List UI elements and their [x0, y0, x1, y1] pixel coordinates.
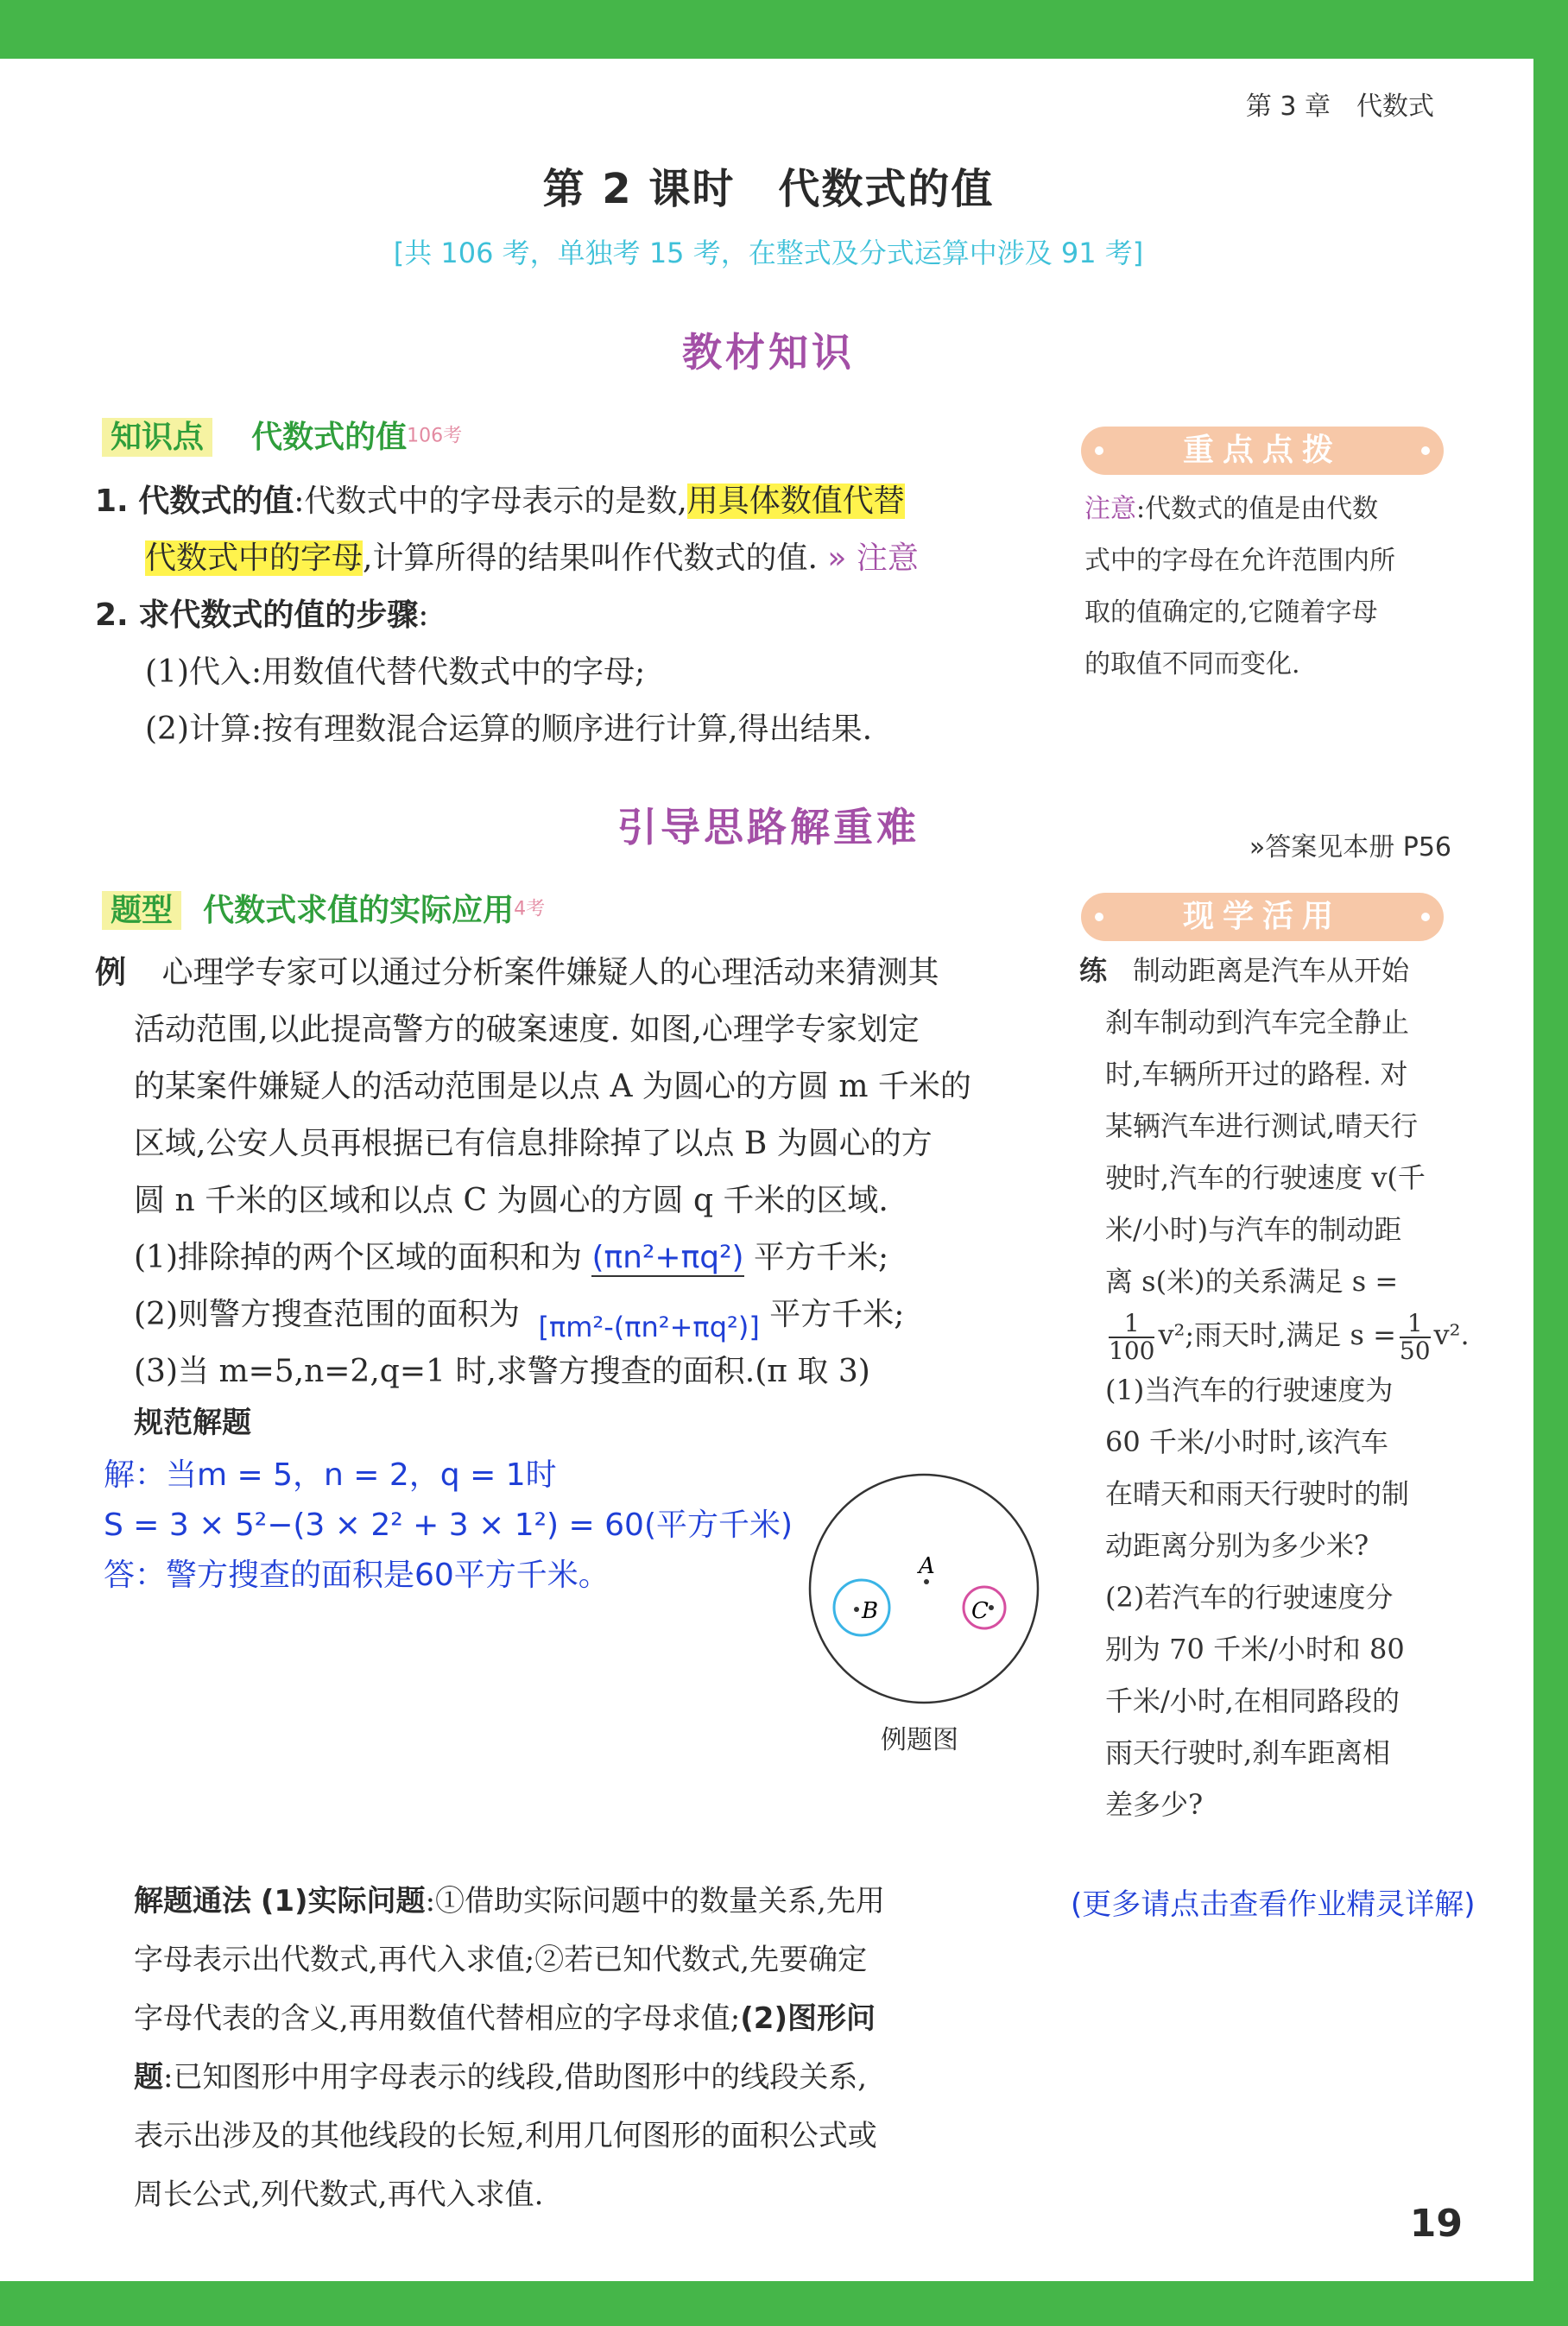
note-link[interactable]: » 注意 — [827, 540, 919, 576]
solution-heading: 规范解题 — [134, 1406, 251, 1440]
page-number: 19 — [1409, 2202, 1463, 2246]
solution-line-2: S = 3 × 5²−(3 × 2² + 3 × 1²) = 60(平方千米) — [104, 1507, 793, 1543]
point-a-dot — [924, 1579, 929, 1584]
fraction-1: $\frac{1}{100}$ — [1109, 1308, 1155, 1365]
knowledge-heading — [102, 413, 462, 457]
section-guide: 引导思路解重难 — [617, 804, 920, 850]
fraction-2: $\frac{1}{50}$ — [1399, 1308, 1431, 1365]
question-2: (2)则警方搜查范围的面积为 [πm²-(πn²+πq²)] 平方千米; — [134, 1297, 905, 1343]
section-textbook: 教材知识 — [682, 329, 855, 376]
question-type-tag: 题型 — [102, 891, 181, 930]
solution-line-1: 解：当m = 5，n = 2，q = 1时 — [104, 1457, 557, 1493]
figure-caption: 例题图 — [881, 1725, 958, 1755]
highlight-text: 用具体数值代替 — [686, 484, 905, 519]
example-line-5: 圆 n 千米的区域和以点 C 为圆心的方圆 q 千米的区域. — [134, 1183, 888, 1218]
example-line-2: 活动范围,以此提高警方的破案速度. 如图,心理学专家划定 — [134, 1012, 920, 1047]
knowledge-item-2: 2. 求代数式的值的步骤: — [95, 597, 429, 633]
circle-a-region — [810, 1475, 1038, 1703]
knowledge-item-1-cont: 代数式中的字母,计算所得的结果叫作代数式的值. » 注意 — [145, 540, 919, 576]
step-2: (2)计算:按有理数混合运算的顺序进行计算,得出结果. — [145, 711, 873, 747]
point-c-label: C — [971, 1598, 989, 1624]
point-b-label: B — [862, 1598, 879, 1624]
key-point-note: 注意:代数式的值是由代数 式中的字母在允许范围内所 取的值确定的,它随着字母 的取值不同而变化. — [1084, 494, 1395, 679]
practice-block: 练 制动距离是汽车从开始 刹车制动到汽车完全静止 时,车辆所开过的路程. 对 某辆汽车进行测试,晴天行 驶时,汽车的行驶速度 v(千 米/小时)与汽车的制动距 离 s(米)的关系满足 s = $\frac{1}{100}$ v²;雨天时,满足 s = $\frac{1}{50}$ v². (1)当汽车的行驶速度为 60 千米/小时时,该汽车 在晴天和雨天行驶时的制 动距离分别为多少米? (2)若汽车的行驶速度分 别为 70 千米/小时和 80 千米/小时,在相同路段的 雨天行驶时,刹车距离相 差多少? — [1079, 945, 1476, 1830]
page-margin — [1521, 59, 1533, 2281]
point-b-dot — [854, 1607, 859, 1612]
practice-label: 练 — [1079, 954, 1108, 987]
question-1: (1)排除掉的两个区域的面积和为 (πn²+πq²) 平方千米; — [134, 1240, 889, 1275]
method-block: 解题通法 (1)实际问题:①借助实际问题中的数量关系,先用 字母表示出代数式,再代入求值;②若已知代数式,先要确定 字母代表的含义,再用数值代替相应的字母求值;(2)图形问 题:已知图形中用字母表示的线段,借助图形中的线段关系, 表示出涉及的其他线段的长短,利用几何图形的面积公式或 周长公式,列代数式,再代入求值. — [134, 1884, 885, 2212]
more-details-link[interactable]: (更多请点击查看作业精灵详解) — [1071, 1887, 1476, 1922]
method-label: 解题通法 — [134, 1884, 251, 1918]
knowledge-tag: 知识点 — [102, 418, 212, 457]
point-a-label: A — [919, 1553, 935, 1579]
answer-1: (πn²+πq²) — [591, 1240, 744, 1275]
question-type-heading: 题型 代数式求值的实际应用4考 — [102, 886, 545, 930]
top-border — [0, 0, 1568, 59]
knowledge-count: 106考 — [407, 425, 463, 447]
knowledge-title: 代数式的值 — [251, 420, 408, 455]
practice-formula: $\frac{1}{100}$ v²;雨天时,满足 s = $\frac{1}{50}$ v². — [1109, 1308, 1470, 1365]
example-line-4: 区域,公安人员再根据已有信息排除掉了以点 B 为圆心的方 — [134, 1126, 933, 1161]
knowledge-item-1: 1. 代数式的值:代数式中的字母表示的是数,用具体数值代替 — [95, 484, 905, 519]
question-3: (3)当 m=5,n=2,q=1 时,求警方搜查的面积.(π 取 3) — [134, 1354, 870, 1389]
practice-pill: 现学活用 — [1081, 893, 1444, 941]
answer-reference[interactable]: »答案见本册 P56 — [1249, 832, 1451, 863]
step-1: (1)代入:用数值代替代数式中的字母; — [145, 654, 646, 690]
question-type-title: 代数式求值的实际应用 — [203, 893, 515, 928]
solution-line-3: 答：警方搜查的面积是60平方千米。 — [104, 1558, 610, 1593]
bottom-border — [0, 2281, 1568, 2326]
lesson-stats: [共 106 考，单独考 15 考，在整式及分式运算中涉及 91 考] — [393, 237, 1144, 269]
answer-2: [πm²-(πn²+πq²)] — [538, 1311, 760, 1343]
chapter-header: 第 3 章 代数式 — [1245, 92, 1434, 122]
example-figure — [803, 1468, 1045, 1718]
example-label: 例 — [95, 955, 127, 990]
item1-head: 代数式的值 — [138, 484, 294, 519]
key-point-pill: 重点点拨 — [1081, 427, 1444, 475]
point-c-dot — [989, 1605, 994, 1610]
example-line-3: 的某案件嫌疑人的活动范围是以点 A 为圆心的方圆 m 千米的 — [134, 1069, 971, 1104]
right-border — [1533, 0, 1568, 2326]
example-line-1: 例 心理学专家可以通过分析案件嫌疑人的心理活动来猜测其 — [95, 955, 939, 990]
lesson-title: 第 2 课时 代数式的值 — [542, 165, 995, 213]
